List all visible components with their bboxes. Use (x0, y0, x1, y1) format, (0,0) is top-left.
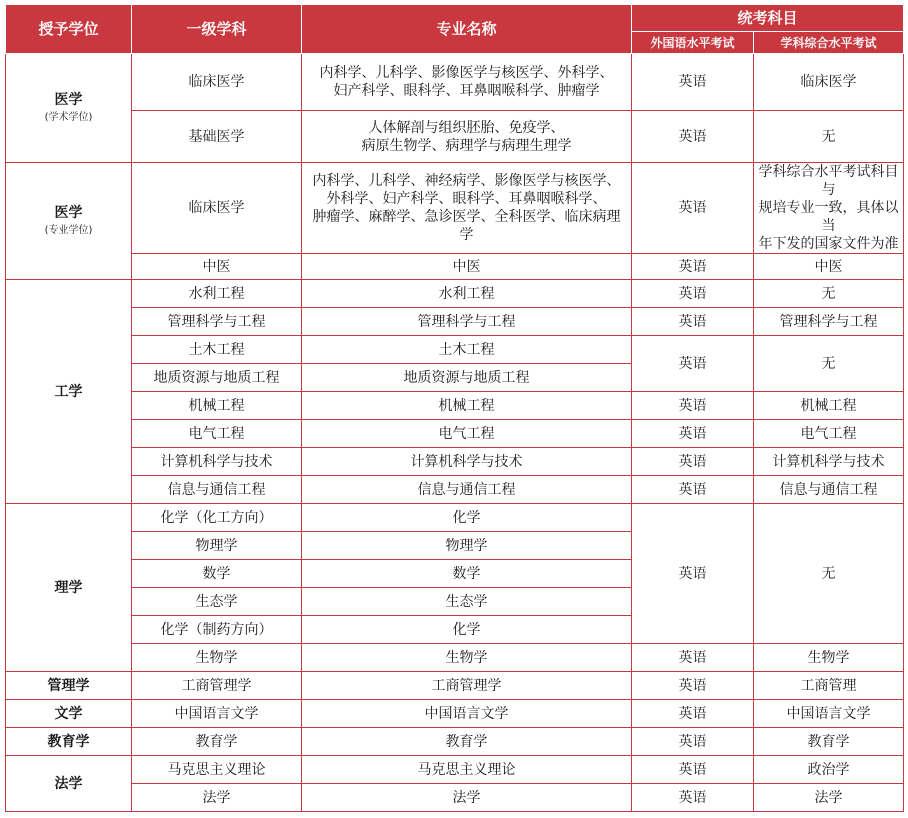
discipline-cell: 生态学 (132, 588, 302, 616)
table-row (6, 644, 904, 672)
subject-exam-cell: 机械工程 (754, 392, 904, 420)
discipline-cell: 化学（制药方向） (132, 616, 302, 644)
major-cell (302, 163, 632, 254)
table-row (6, 420, 904, 448)
col-exam-group-header: 统考科目 (632, 5, 904, 32)
discipline-cell: 临床医学 (132, 163, 302, 254)
table-row (6, 476, 904, 504)
table-row (6, 504, 904, 532)
degree-cell (6, 504, 132, 672)
major-line: 人体解剖与组织胚胎、免疫学、 (368, 119, 565, 136)
discipline-cell: 信息与通信工程 (132, 476, 302, 504)
note-line: 规培专业一致，具体以当 (758, 200, 899, 234)
note-line: 年下发的国家文件为准 (758, 236, 899, 252)
major-cell: 法学 (302, 784, 632, 812)
table-row (6, 254, 904, 280)
subject-exam-cell: 中医 (754, 254, 904, 280)
subject-exam-cell: 计算机科学与技术 (754, 448, 904, 476)
discipline-cell: 中医 (132, 254, 302, 280)
foreign-exam-cell: 英语 (632, 254, 754, 280)
foreign-exam-cell: 英语 (632, 700, 754, 728)
major-cell: 生态学 (302, 588, 632, 616)
foreign-exam-cell: 英语 (632, 392, 754, 420)
col-foreign-header: 外国语水平考试 (632, 32, 754, 54)
discipline-cell: 中国语言文学 (132, 700, 302, 728)
major-cell: 水利工程 (302, 280, 632, 308)
major-cell: 教育学 (302, 728, 632, 756)
major-cell: 物理学 (302, 532, 632, 560)
table-row (6, 784, 904, 812)
major-line: 内科学、儿科学、影像医学与核医学、外科学、 (319, 65, 614, 81)
col-subject-header: 学科综合水平考试 (754, 32, 904, 54)
degree-cell (6, 163, 132, 280)
discipline-cell: 法学 (132, 784, 302, 812)
major-cell: 机械工程 (302, 392, 632, 420)
discipline-cell: 物理学 (132, 532, 302, 560)
discipline-cell: 数学 (132, 560, 302, 588)
discipline-cell: 水利工程 (132, 280, 302, 308)
subject-exam-cell: 无 (754, 280, 904, 308)
subject-exam-note-cell (754, 163, 904, 254)
table-row (6, 163, 904, 254)
foreign-exam-cell: 英语 (632, 728, 754, 756)
discipline-cell: 机械工程 (132, 392, 302, 420)
major-cell: 化学 (302, 504, 632, 532)
major-cell: 中医 (302, 254, 632, 280)
subject-exam-cell: 教育学 (754, 728, 904, 756)
col-discipline-header: 一级学科 (132, 5, 302, 54)
subject-exam-cell: 工商管理 (754, 672, 904, 700)
table-row (6, 392, 904, 420)
table-row (6, 111, 904, 163)
major-line: 外科学、妇产科学、眼科学、耳鼻咽喉科学、 (326, 191, 607, 207)
subject-exam-cell: 临床医学 (754, 54, 904, 111)
foreign-exam-cell: 英语 (632, 163, 754, 254)
subject-exam-cell: 政治学 (754, 756, 904, 784)
discipline-cell: 生物学 (132, 644, 302, 672)
discipline-cell: 土木工程 (132, 336, 302, 364)
degree-label: 理学 (54, 579, 83, 596)
major-line: 妇产科学、眼科学、耳鼻咽喉科学、肿瘤学 (333, 83, 600, 99)
table-row (6, 336, 904, 364)
discipline-cell: 基础医学 (132, 111, 302, 163)
foreign-exam-cell: 英语 (632, 308, 754, 336)
major-cell: 土木工程 (302, 336, 632, 364)
discipline-cell: 化学（化工方向） (132, 504, 302, 532)
major-cell: 计算机科学与技术 (302, 448, 632, 476)
degree-cell: 文学 (6, 700, 132, 728)
subject-exam-cell: 生物学 (754, 644, 904, 672)
degree-cell: 法学 (6, 756, 132, 812)
foreign-exam-cell: 英语 (632, 504, 754, 644)
major-cell: 工商管理学 (302, 672, 632, 700)
foreign-exam-cell: 英语 (632, 672, 754, 700)
table-row (6, 280, 904, 308)
foreign-exam-cell: 英语 (632, 111, 754, 163)
major-cell: 生物学 (302, 644, 632, 672)
foreign-exam-cell: 英语 (632, 54, 754, 111)
foreign-exam-cell: 英语 (632, 756, 754, 784)
subject-exam-cell: 管理科学与工程 (754, 308, 904, 336)
degree-cell (6, 280, 132, 504)
major-cell: 数学 (302, 560, 632, 588)
degree-sublabel: (专业学位) (44, 225, 93, 236)
foreign-exam-cell: 英语 (632, 476, 754, 504)
degree-cell: 管理学 (6, 672, 132, 700)
col-degree-header: 授予学位 (6, 5, 132, 54)
table-row (6, 308, 904, 336)
foreign-exam-cell: 英语 (632, 280, 754, 308)
table-row (6, 54, 904, 111)
degree-cell: 教育学 (6, 728, 132, 756)
major-cell: 中国语言文学 (302, 700, 632, 728)
discipline-cell: 管理科学与工程 (132, 308, 302, 336)
foreign-exam-cell: 英语 (632, 448, 754, 476)
table-row (6, 672, 904, 700)
discipline-cell: 电气工程 (132, 420, 302, 448)
major-cell: 化学 (302, 616, 632, 644)
foreign-exam-cell: 英语 (632, 336, 754, 392)
degree-label: 医学 (54, 205, 83, 221)
degree-exam-table (5, 4, 904, 812)
major-line: 内科学、儿科学、神经病学、影像医学与核医学、 (312, 173, 621, 189)
foreign-exam-cell: 英语 (632, 420, 754, 448)
subject-exam-cell: 中国语言文学 (754, 700, 904, 728)
discipline-cell: 教育学 (132, 728, 302, 756)
major-line: 肿瘤学、麻醉学、急诊医学、全科医学、临床病理学 (312, 209, 621, 243)
subject-exam-cell: 信息与通信工程 (754, 476, 904, 504)
major-cell: 马克思主义理论 (302, 756, 632, 784)
discipline-cell: 地质资源与地质工程 (132, 364, 302, 392)
table-row (6, 756, 904, 784)
subject-exam-cell: 无 (754, 504, 904, 644)
col-major-header: 专业名称 (302, 5, 632, 54)
discipline-cell: 工商管理学 (132, 672, 302, 700)
major-cell: 管理科学与工程 (302, 308, 632, 336)
degree-label: 医学 (54, 92, 83, 108)
major-line: 病原生物学、病理学与病理生理学 (361, 137, 572, 154)
major-cell (302, 54, 632, 111)
discipline-cell: 马克思主义理论 (132, 756, 302, 784)
foreign-exam-cell: 英语 (632, 784, 754, 812)
table-row (6, 700, 904, 728)
major-cell: 地质资源与地质工程 (302, 364, 632, 392)
table-row (6, 448, 904, 476)
subject-exam-cell: 无 (754, 111, 904, 163)
subject-exam-cell: 法学 (754, 784, 904, 812)
major-cell (302, 111, 632, 163)
discipline-cell: 临床医学 (132, 54, 302, 111)
subject-exam-cell: 电气工程 (754, 420, 904, 448)
degree-sublabel: (学术学位) (44, 112, 93, 123)
subject-exam-cell: 无 (754, 336, 904, 392)
discipline-cell: 计算机科学与技术 (132, 448, 302, 476)
major-cell: 信息与通信工程 (302, 476, 632, 504)
major-cell: 电气工程 (302, 420, 632, 448)
degree-label: 工学 (54, 383, 83, 400)
degree-cell (6, 54, 132, 163)
note-line: 学科综合水平考试科目与 (758, 164, 899, 198)
table-row (6, 728, 904, 756)
foreign-exam-cell: 英语 (632, 644, 754, 672)
